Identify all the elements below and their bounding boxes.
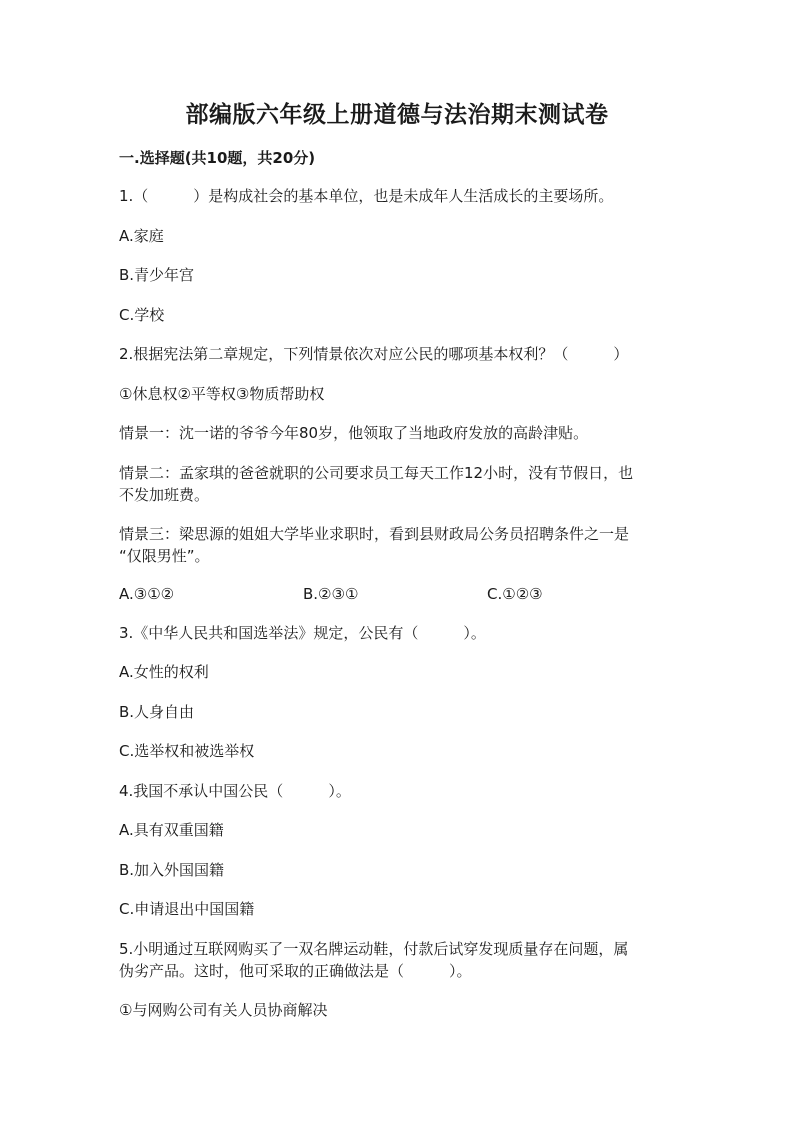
question-5-stem-line-2: 伪劣产品。这时，他可采取的正确做法是（ ）。 [119, 962, 472, 980]
question-2-rights: ①休息权②平等权③物质帮助权 [119, 385, 325, 403]
question-4-option-b: B.加入外国国籍 [119, 861, 225, 879]
section-heading: 一.选择题(共10题，共20分) [119, 149, 316, 167]
question-2-scene-3-line-2: “仅限男性”。 [119, 547, 210, 565]
question-2-option-a: A.③①② [119, 585, 175, 603]
question-2-scene-2-line-1: 情景二：孟家琪的爸爸就职的公司要求员工每天工作12小时，没有节假日，也 [119, 464, 634, 482]
question-1-option-c: C.学校 [119, 306, 165, 324]
question-2-scene-1: 情景一：沈一诺的爷爷今年80岁，他领取了当地政府发放的高龄津贴。 [119, 424, 589, 442]
question-1-option-a: A.家庭 [119, 227, 164, 245]
question-2-scene-2-line-2: 不发加班费。 [119, 486, 210, 504]
question-4-option-c: C.申请退出中国国籍 [119, 900, 255, 918]
question-2-options [119, 583, 679, 605]
question-2-option-b: B.②③① [303, 585, 359, 603]
question-2-stem: 2.根据宪法第二章规定，下列情景依次对应公民的哪项基本权利？（ ） [119, 345, 629, 363]
question-3-option-b: B.人身自由 [119, 703, 195, 721]
question-5-item-1: ①与网购公司有关人员协商解决 [119, 1001, 328, 1019]
page-title: 部编版六年级上册道德与法治期末测试卷 [185, 101, 609, 128]
question-3-stem: 3.《中华人民共和国选举法》规定，公民有（ ）。 [119, 624, 486, 642]
question-3-option-a: A.女性的权利 [119, 663, 209, 681]
question-4-stem: 4.我国不承认中国公民（ ）。 [119, 782, 351, 800]
question-1-stem: 1.（ ）是构成社会的基本单位，也是未成年人生活成长的主要场所。 [119, 187, 614, 205]
question-4-option-a: A.具有双重国籍 [119, 821, 224, 839]
question-3-option-c: C.选举权和被选举权 [119, 742, 255, 760]
question-1-option-b: B.青少年宫 [119, 266, 195, 284]
question-5-stem-line-1: 5.小明通过互联网购买了一双名牌运动鞋，付款后试穿发现质量存在问题，属 [119, 940, 629, 958]
question-2-option-c: C.①②③ [487, 585, 543, 603]
question-2-scene-3-line-1: 情景三：梁思源的姐姐大学毕业求职时，看到县财政局公务员招聘条件之一是 [119, 525, 630, 543]
